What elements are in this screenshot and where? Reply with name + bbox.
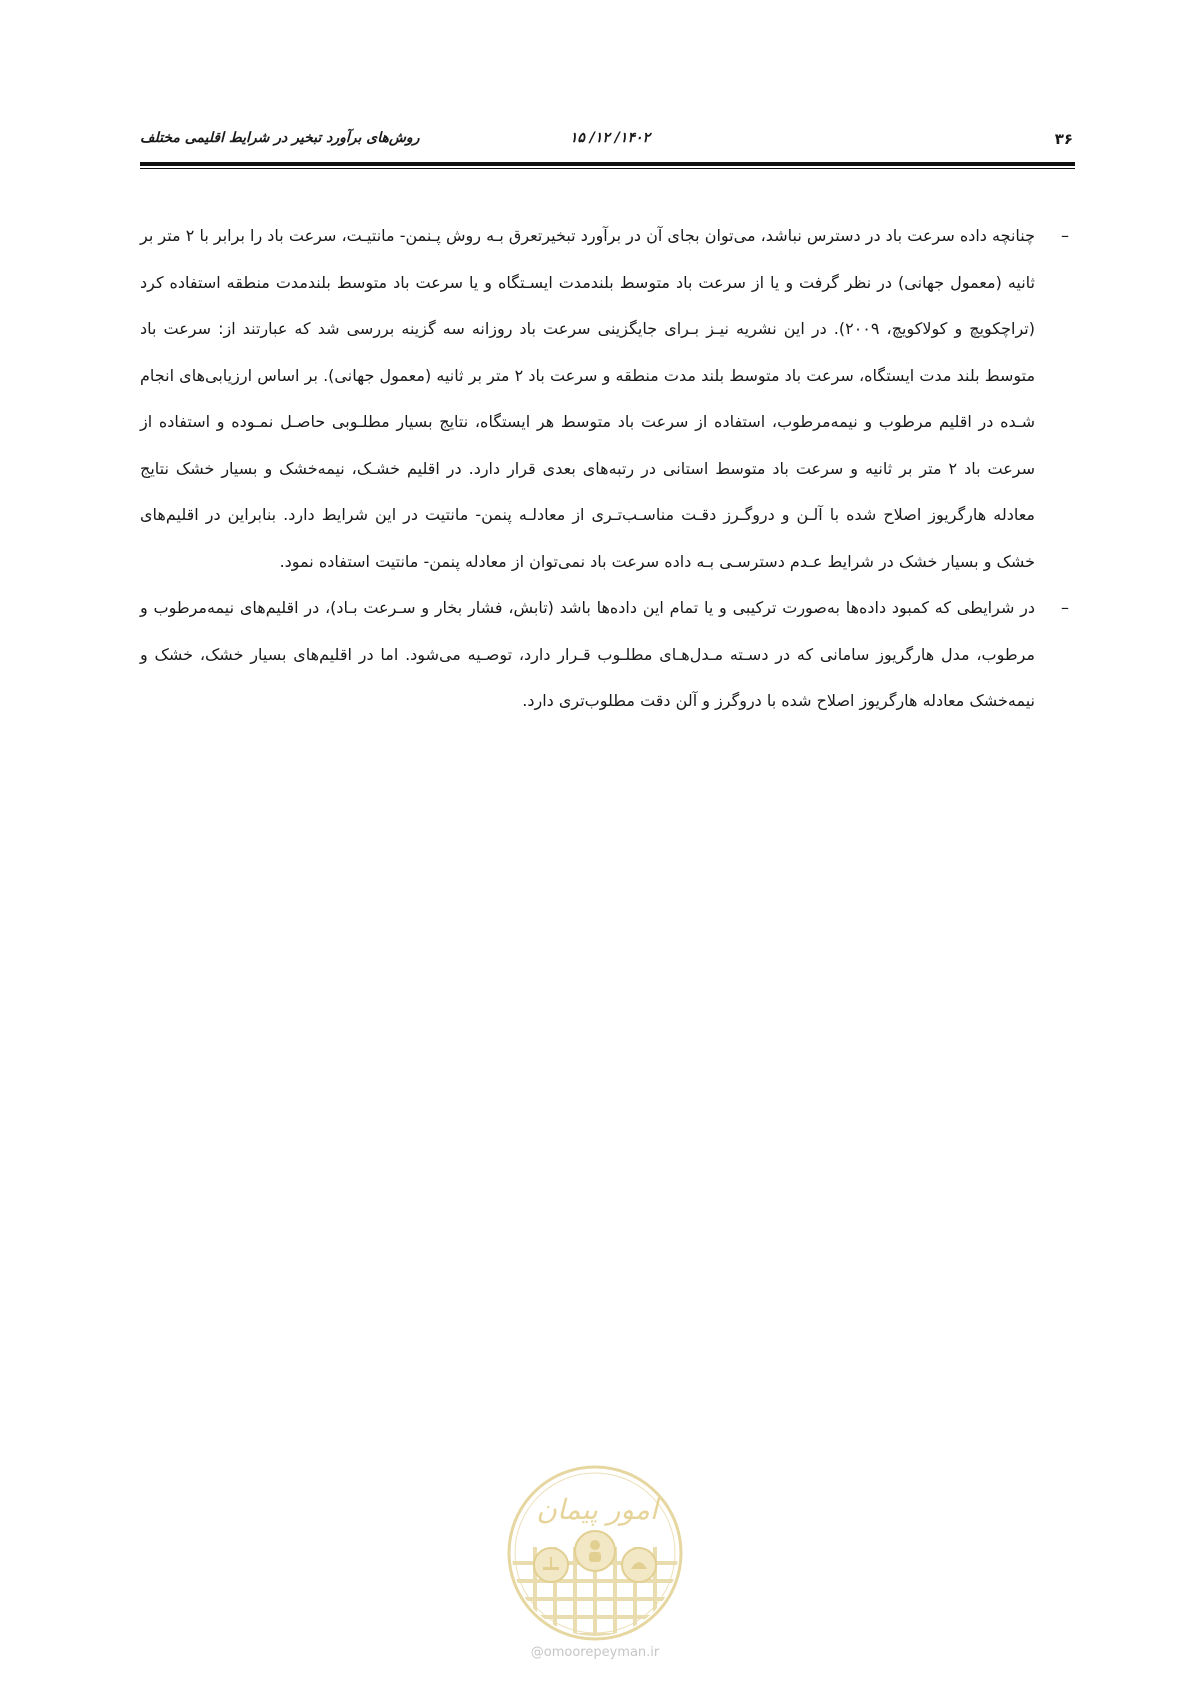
bullet-text: چنانچه داده سرعت باد در دسترس نباشد، می‌توان بجای آن در برآورد تبخیرتعرق بـه روش پـنمن- مانتیـت، سرعت باد را برابر با ۲ متر بر ثانیه (معمول جهانی) در نظر گرفت و یا از سرعت باد متوسط بلندمدت ایسـتگاه و یا سرعت باد متوسط بلندمدت منطقه استفاده کرد (تراچکویچ و کولاکویچ، ۲۰۰۹). در این نشریه نیـز بـرای جایگزینی سرعت باد روزانه سه گزینه بررسی شد که عبارتند از: سرعت باد متوسط بلند مدت ایستگاه، سرعت باد متوسط بلند مدت منطقه و سرعت باد ۲ متر بر ثانیه (معمول جهانی). بر اساس ارزیابی‌های انجام شـده در اقلیم مرطوب و نیمه‌مرطوب، استفاده از سرعت باد متوسط هر ایستگاه، نتایج بسیار مطلـوبی حاصـل نمـوده و استفاده از سرعت باد ۲ متر بر ثانیه و سرعت باد متوسط استانی در رتبه‌های بعدی قرار دارد. در اقلیم خشـک، نیمه‌خشک و بسیار خشک نتایج معادله هارگریوز اصلاح شده با آلـن و دروگـرز دقـت مناسـب‌تـری از معادلـه پنمن- مانتیت در این شرایط دارد. بنابراین در اقلیم‌های خشک و بسیار خشک در شرایط عـدم دسترسـی بـه داده سرعت باد نمی‌توان از معادله پنمن- مانتیت استفاده نمود. — [140, 226, 1036, 571]
page-number: ۳۶ — [1054, 130, 1073, 148]
running-header — [140, 130, 1075, 154]
bullet-dash: – — [1061, 226, 1069, 245]
watermark-logo-text: امور پیمان — [536, 1493, 658, 1526]
header-date: ۱۴۰۲/ ۱۲/ ۱۵ — [569, 130, 650, 146]
bullet-item-1 — [140, 213, 1075, 585]
watermark-caption: @omoorepeyman.ir — [530, 1645, 660, 1660]
watermark-logo — [505, 1463, 685, 1643]
bullet-dash: – — [1061, 598, 1069, 617]
bullet-text: در شرایطی که کمبود داده‌ها به‌صورت ترکیبی و یا تمام این داده‌ها باشد (تابش، فشار بخار و سـرعت بـاد)، در اقلیم‌های نیمه‌مرطوب و مرطوب، مدل هارگریوز سامانی که در دسـته مـدل‌هـای مطلـوب قـرار دارد، توصـیه می‌شود. اما در اقلیم‌های بسیار خشک، خشک و نیمه‌خشک معادله هارگریوز اصلاح شده با دروگرز و آلن دقت مطلوب‌تری دارد. — [140, 598, 1035, 710]
bullet-item-2 — [140, 585, 1075, 725]
header-rule-thin — [140, 168, 1075, 169]
header-rule-thick — [140, 162, 1075, 166]
body-content — [140, 213, 1075, 725]
header-title: روش‌های برآورد تبخیر در شرایط اقلیمی مختلف — [140, 130, 420, 146]
